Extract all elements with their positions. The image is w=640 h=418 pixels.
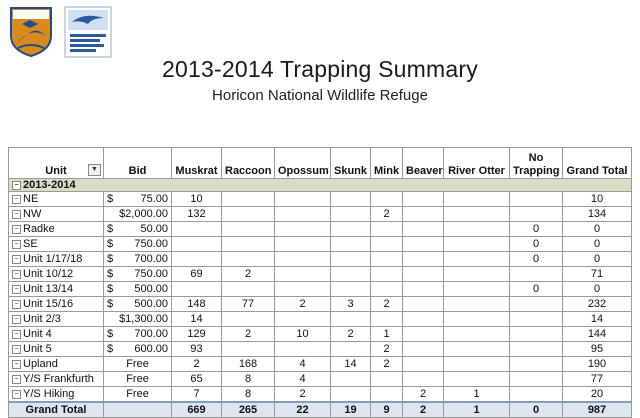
count-cell-opossum	[275, 267, 331, 282]
count-cell-no-trapping: 0	[510, 237, 563, 252]
count-cell-opossum: 2	[275, 387, 331, 403]
bid-cell	[104, 372, 172, 387]
count-cell-no-trapping	[510, 327, 563, 342]
table-row	[9, 207, 632, 222]
count-cell-skunk	[331, 222, 371, 237]
bid-value: $2,000.00	[119, 208, 168, 220]
unit-label: Unit 13/14	[23, 283, 74, 295]
unit-cell[interactable]	[9, 267, 104, 282]
count-cell-grand-total: 71	[563, 267, 632, 282]
bid-cell	[104, 342, 172, 357]
count-cell-skunk	[331, 372, 371, 387]
column-header-unit[interactable]: Unit ▼	[9, 148, 104, 179]
count-cell-grand-total: 20	[563, 387, 632, 403]
unit-label: Y/S Hiking	[23, 388, 75, 400]
unit-cell[interactable]	[9, 327, 104, 342]
count-cell-muskrat	[172, 252, 222, 267]
unit-label: SE	[23, 238, 38, 250]
count-cell-skunk	[331, 312, 371, 327]
collapse-icon[interactable]: −	[12, 285, 21, 294]
collapse-icon[interactable]: −	[12, 300, 21, 309]
count-cell-grand-total: 0	[563, 282, 632, 297]
count-cell-muskrat: 69	[172, 267, 222, 282]
count-cell-no-trapping	[510, 342, 563, 357]
count-cell-mink	[371, 387, 403, 403]
count-cell-grand-total: 0	[563, 252, 632, 267]
count-cell-opossum	[275, 312, 331, 327]
count-cell-raccoon: 8	[222, 372, 275, 387]
count-cell-beaver	[403, 312, 444, 327]
count-cell-opossum	[275, 237, 331, 252]
column-header-grand-total: Grand Total	[563, 148, 632, 179]
count-cell-no-trapping: 0	[510, 252, 563, 267]
column-header-opossum: Opossum	[275, 148, 331, 179]
column-header-muskrat: Muskrat	[172, 148, 222, 179]
count-cell-muskrat	[172, 282, 222, 297]
collapse-icon[interactable]: −	[12, 255, 21, 264]
bid-cell	[104, 357, 172, 372]
total-cell-no-trapping: 0	[510, 402, 563, 418]
count-cell-no-trapping: 0	[510, 222, 563, 237]
count-cell-skunk	[331, 237, 371, 252]
nwrs-logo	[64, 6, 110, 56]
column-header-raccoon: Raccoon	[222, 148, 275, 179]
unit-cell[interactable]	[9, 387, 104, 403]
grand-total-label: Grand Total	[9, 402, 104, 418]
count-cell-raccoon: 2	[222, 327, 275, 342]
total-cell-raccoon: 265	[222, 402, 275, 418]
bid-currency: $	[107, 253, 114, 265]
total-cell-skunk: 19	[331, 402, 371, 418]
unit-cell[interactable]	[9, 297, 104, 312]
count-cell-opossum	[275, 282, 331, 297]
count-cell-muskrat: 10	[172, 192, 222, 207]
unit-cell[interactable]	[9, 312, 104, 327]
unit-label: Unit 2/3	[23, 313, 61, 325]
total-cell-beaver: 2	[403, 402, 444, 418]
count-cell-skunk: 3	[331, 297, 371, 312]
count-cell-river-otter	[444, 312, 510, 327]
count-cell-raccoon	[222, 282, 275, 297]
bid-value: $1,300.00	[119, 313, 168, 325]
count-cell-mink	[371, 252, 403, 267]
bid-value: 50.00	[140, 223, 168, 235]
count-cell-grand-total: 144	[563, 327, 632, 342]
count-cell-no-trapping	[510, 387, 563, 403]
count-cell-grand-total: 77	[563, 372, 632, 387]
bid-value: Free	[126, 388, 149, 400]
count-cell-mink	[371, 267, 403, 282]
unit-label: Unit 15/16	[23, 298, 74, 310]
count-cell-mink	[371, 192, 403, 207]
count-cell-mink: 2	[371, 207, 403, 222]
bid-cell	[104, 312, 172, 327]
bid-cell	[104, 252, 172, 267]
unit-cell[interactable]	[9, 237, 104, 252]
count-cell-river-otter	[444, 282, 510, 297]
unit-label: Radke	[23, 223, 55, 235]
column-header-no-trapping: No Trapping	[510, 148, 563, 179]
count-cell-river-otter	[444, 342, 510, 357]
count-cell-opossum	[275, 207, 331, 222]
page-title: 2013-2014 Trapping Summary	[162, 56, 478, 82]
count-cell-river-otter	[444, 252, 510, 267]
unit-cell[interactable]	[9, 282, 104, 297]
count-cell-river-otter	[444, 327, 510, 342]
column-header-mink: Mink	[371, 148, 403, 179]
count-cell-beaver	[403, 342, 444, 357]
count-cell-muskrat: 7	[172, 387, 222, 403]
count-cell-raccoon	[222, 342, 275, 357]
collapse-icon[interactable]: −	[12, 345, 21, 354]
count-cell-grand-total: 14	[563, 312, 632, 327]
count-cell-no-trapping	[510, 357, 563, 372]
count-cell-mink	[371, 237, 403, 252]
count-cell-raccoon	[222, 207, 275, 222]
filter-dropdown-icon[interactable]: ▼	[88, 164, 101, 176]
table-row	[9, 372, 632, 387]
table-row	[9, 327, 632, 342]
bid-value: 700.00	[134, 253, 168, 265]
bid-value: Free	[126, 358, 149, 370]
unit-cell[interactable]	[9, 342, 104, 357]
total-cell-muskrat: 669	[172, 402, 222, 418]
count-cell-grand-total: 190	[563, 357, 632, 372]
count-cell-grand-total: 95	[563, 342, 632, 357]
count-cell-skunk	[331, 282, 371, 297]
count-cell-beaver	[403, 282, 444, 297]
count-cell-beaver	[403, 267, 444, 282]
count-cell-raccoon	[222, 312, 275, 327]
unit-cell[interactable]	[9, 192, 104, 207]
unit-label: Unit 5	[23, 343, 52, 355]
bid-currency: $	[107, 298, 114, 310]
count-cell-mink	[371, 312, 403, 327]
column-header-river-otter: River Otter	[444, 148, 510, 179]
unit-label: Unit 4	[23, 328, 52, 340]
count-cell-raccoon: 77	[222, 297, 275, 312]
count-cell-no-trapping	[510, 192, 563, 207]
count-cell-mink	[371, 372, 403, 387]
count-cell-no-trapping	[510, 207, 563, 222]
table-row	[9, 387, 632, 403]
count-cell-raccoon	[222, 192, 275, 207]
total-cell-river-otter: 1	[444, 402, 510, 418]
unit-label: Upland	[23, 358, 58, 370]
count-cell-opossum	[275, 342, 331, 357]
count-cell-mink: 2	[371, 297, 403, 312]
column-header-skunk: Skunk	[331, 148, 371, 179]
total-cell-grand-total: 987	[563, 402, 632, 418]
count-cell-beaver	[403, 222, 444, 237]
count-cell-beaver	[403, 192, 444, 207]
count-cell-raccoon: 2	[222, 267, 275, 282]
unit-cell[interactable]	[9, 207, 104, 222]
table-row	[9, 342, 632, 357]
table-row	[9, 252, 632, 267]
count-cell-raccoon: 8	[222, 387, 275, 403]
bid-value: 75.00	[140, 193, 168, 205]
count-cell-muskrat	[172, 222, 222, 237]
count-cell-mink	[371, 222, 403, 237]
count-cell-beaver: 2	[403, 387, 444, 403]
bid-cell	[104, 267, 172, 282]
group-cell[interactable]: − 2013-2014	[9, 179, 632, 192]
collapse-icon[interactable]: −	[12, 270, 21, 279]
count-cell-skunk	[331, 267, 371, 282]
unit-cell[interactable]	[9, 252, 104, 267]
bid-currency: $	[107, 193, 114, 205]
table-row	[9, 282, 632, 297]
count-cell-mink: 2	[371, 342, 403, 357]
unit-label: Y/S Frankfurth	[23, 373, 94, 385]
count-cell-grand-total: 232	[563, 297, 632, 312]
bid-cell	[104, 207, 172, 222]
fws-logo	[8, 6, 54, 56]
count-cell-muskrat: 93	[172, 342, 222, 357]
count-cell-beaver	[403, 237, 444, 252]
collapse-icon[interactable]: −	[12, 375, 21, 384]
count-cell-muskrat: 14	[172, 312, 222, 327]
table-row	[9, 192, 632, 207]
count-cell-river-otter: 1	[444, 387, 510, 403]
count-cell-muskrat: 148	[172, 297, 222, 312]
count-cell-muskrat	[172, 237, 222, 252]
unit-label: Unit 10/12	[23, 268, 74, 280]
grand-total-bid	[104, 402, 172, 418]
count-cell-opossum: 2	[275, 297, 331, 312]
count-cell-no-trapping	[510, 372, 563, 387]
bid-value: 500.00	[134, 283, 168, 295]
collapse-icon[interactable]: −	[12, 390, 21, 399]
bid-cell	[104, 282, 172, 297]
count-cell-skunk	[331, 342, 371, 357]
bid-cell	[104, 327, 172, 342]
count-cell-skunk	[331, 192, 371, 207]
bid-currency: $	[107, 223, 114, 235]
count-cell-skunk	[331, 387, 371, 403]
bid-value: Free	[126, 373, 149, 385]
count-cell-river-otter	[444, 222, 510, 237]
count-cell-river-otter	[444, 207, 510, 222]
collapse-icon[interactable]: −	[12, 240, 21, 249]
count-cell-mink: 2	[371, 357, 403, 372]
count-cell-opossum	[275, 252, 331, 267]
table-row	[9, 222, 632, 237]
count-cell-mink: 1	[371, 327, 403, 342]
unit-label: Unit 1/17/18	[23, 253, 83, 265]
count-cell-raccoon	[222, 237, 275, 252]
count-cell-raccoon	[222, 222, 275, 237]
count-cell-no-trapping: 0	[510, 282, 563, 297]
unit-cell[interactable]	[9, 357, 104, 372]
count-cell-muskrat: 132	[172, 207, 222, 222]
count-cell-opossum: 4	[275, 372, 331, 387]
logos	[8, 6, 110, 56]
bid-currency: $	[107, 268, 114, 280]
bid-value: 750.00	[134, 268, 168, 280]
count-cell-river-otter	[444, 267, 510, 282]
table-row	[9, 312, 632, 327]
collapse-icon[interactable]: −	[12, 210, 21, 219]
count-cell-raccoon: 168	[222, 357, 275, 372]
bid-value: 600.00	[134, 343, 168, 355]
count-cell-no-trapping	[510, 312, 563, 327]
count-cell-mink	[371, 282, 403, 297]
unit-cell[interactable]	[9, 222, 104, 237]
count-cell-skunk: 2	[331, 327, 371, 342]
table-row	[9, 297, 632, 312]
count-cell-river-otter	[444, 372, 510, 387]
bid-cell	[104, 387, 172, 403]
group-row[interactable]	[9, 179, 632, 192]
count-cell-muskrat: 65	[172, 372, 222, 387]
table-row	[9, 357, 632, 372]
count-cell-grand-total: 10	[563, 192, 632, 207]
column-header-beaver: Beaver	[403, 148, 444, 179]
unit-label: NW	[23, 208, 42, 220]
collapse-icon[interactable]: −	[12, 225, 21, 234]
bid-cell	[104, 237, 172, 252]
page-subtitle: Horicon National Wildlife Refuge	[212, 87, 428, 104]
count-cell-beaver	[403, 357, 444, 372]
bid-value: 750.00	[134, 238, 168, 250]
bid-value: 500.00	[134, 298, 168, 310]
count-cell-opossum	[275, 222, 331, 237]
bid-currency: $	[107, 283, 114, 295]
total-cell-mink: 9	[371, 402, 403, 418]
count-cell-no-trapping	[510, 267, 563, 282]
count-cell-river-otter	[444, 192, 510, 207]
table-body	[9, 179, 632, 418]
trapping-summary-table	[8, 147, 632, 418]
grand-total-row	[9, 402, 632, 418]
unit-label: NE	[23, 193, 39, 205]
table-row	[9, 237, 632, 252]
bid-currency: $	[107, 328, 114, 340]
count-cell-beaver	[403, 297, 444, 312]
collapse-icon[interactable]: −	[12, 195, 21, 204]
bid-currency: $	[107, 343, 114, 355]
count-cell-skunk: 14	[331, 357, 371, 372]
bid-cell	[104, 297, 172, 312]
total-cell-opossum: 22	[275, 402, 331, 418]
count-cell-opossum: 10	[275, 327, 331, 342]
column-header-bid: Bid	[104, 148, 172, 179]
count-cell-grand-total: 0	[563, 237, 632, 252]
unit-cell[interactable]	[9, 372, 104, 387]
count-cell-skunk	[331, 252, 371, 267]
count-cell-river-otter	[444, 237, 510, 252]
count-cell-beaver	[403, 327, 444, 342]
count-cell-raccoon	[222, 252, 275, 267]
count-cell-beaver	[403, 252, 444, 267]
bid-value: 700.00	[134, 328, 168, 340]
count-cell-skunk	[331, 207, 371, 222]
count-cell-grand-total: 0	[563, 222, 632, 237]
count-cell-beaver	[403, 207, 444, 222]
collapse-icon[interactable]: −	[12, 360, 21, 369]
count-cell-muskrat: 129	[172, 327, 222, 342]
count-cell-muskrat: 2	[172, 357, 222, 372]
collapse-icon[interactable]: −	[12, 181, 21, 190]
count-cell-no-trapping	[510, 297, 563, 312]
bid-currency: $	[107, 238, 114, 250]
count-cell-grand-total: 134	[563, 207, 632, 222]
table-header-row	[9, 148, 632, 179]
table-row	[9, 267, 632, 282]
bid-cell	[104, 222, 172, 237]
count-cell-opossum: 4	[275, 357, 331, 372]
count-cell-opossum	[275, 192, 331, 207]
count-cell-river-otter	[444, 297, 510, 312]
bid-cell	[104, 192, 172, 207]
count-cell-beaver	[403, 372, 444, 387]
collapse-icon[interactable]: −	[12, 315, 21, 324]
count-cell-river-otter	[444, 357, 510, 372]
collapse-icon[interactable]: −	[12, 330, 21, 339]
